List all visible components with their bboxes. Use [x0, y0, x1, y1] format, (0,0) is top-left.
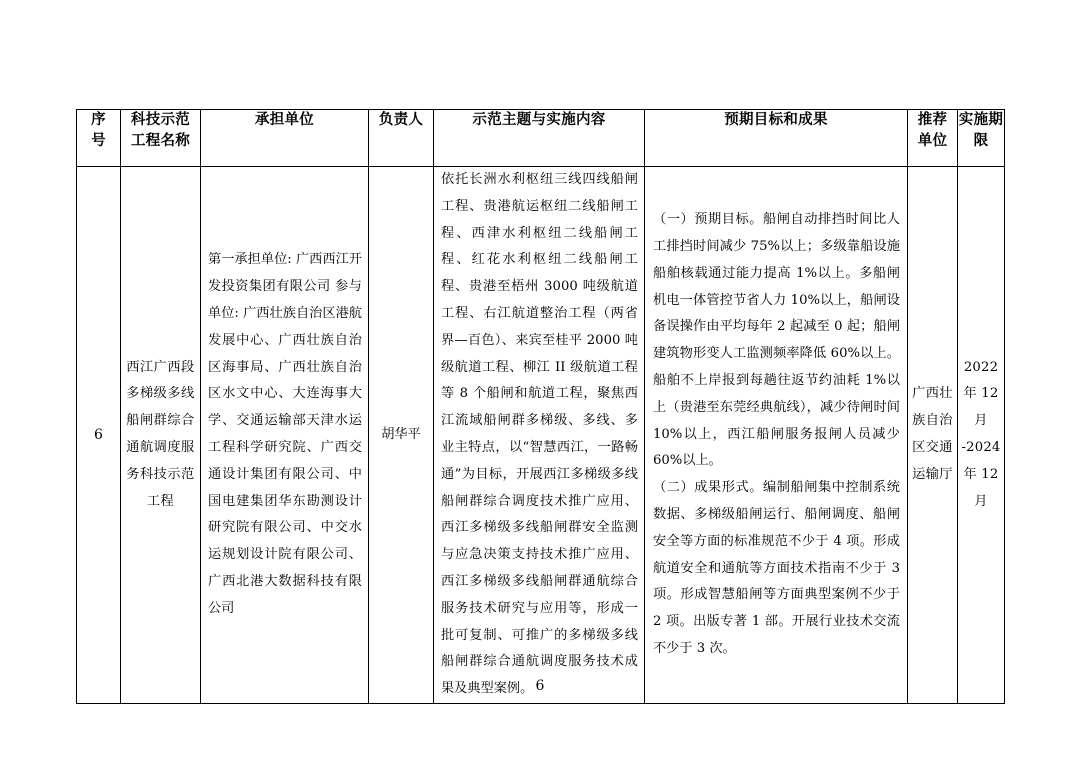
expected-goals-paragraph-2: （二）成果形式。编制船闸集中控制系统数据、多梯级船闸运行、船闸调度、船闸安全等方面的标准规范不少于 4 项。形成航道安全和通航等方面技术指南不少于 3 项。形成智慧船闸等方面典型案例不少于 2 项。出版专著 1 部。开展行业技术交流不少于 3 次。 [653, 480, 900, 656]
cell-theme-and-content: 依托长洲水利枢纽三线四线船闸工程、贵港航运枢纽二线船闸工程、西津水利枢纽二线船闸工程、红花水利枢纽二线船闸工程、贵港至梧州 3000 吨级航道工程、右江航道整治工程（两省界—百色）、来宾至桂平 2000 吨级航道工程、柳江 II 级航道工程等 8 个船闸和航道工程，聚焦西江流域船闸群多梯级、多线、多业主特点，以“智慧西江，一路畅通”为目标，开展西江多梯级多线船闸群综合调度技术推广应用、西江多梯级多线船闸群安全监测与应急决策支持技术推广应用、西江多梯级多线船闸群通航综合服务技术研究与应用等，形成一批可复制、可推广的多梯级多线船闸群综合通航调度服务技术成果及典型案例。 [434, 167, 645, 704]
cell-recommending-unit: 广西壮族自治区交通运输厅 [908, 167, 958, 704]
column-header-theme-and-content [434, 110, 645, 167]
cell-seq: 6 [77, 167, 121, 704]
column-header-person-in-charge-label: 负责人 [378, 112, 424, 128]
column-header-seq [77, 110, 121, 167]
cell-expected-goals [645, 167, 908, 704]
project-table-container [76, 109, 1004, 704]
column-header-seq-line2: 号 [91, 132, 106, 149]
column-header-seq-line1: 序 [91, 112, 106, 128]
table-header-row [77, 110, 1005, 167]
column-header-project-name-line1: 科技示范 [130, 112, 191, 128]
column-header-implementation-period-line2: 限 [973, 132, 989, 149]
cell-project-name: 西江广西段多梯级多线船闸群综合通航调度服务科技示范工程 [121, 167, 201, 704]
column-header-recommending-unit [908, 110, 958, 167]
expected-goals-paragraph-1: （一）预期目标。船闸自动排挡时间比人工排挡时间减少 75%以上；多级靠船设施船舶核载通过能力提高 1%以上。多船闸机电一体管控节省人力 10%以上，船闸设备误操作由平均每年 2 起减至 0 起；船闸建筑物形变人工监测频率降低 60%以上。船舶不上岸报到每趟往返节约油耗 1%以上（贵港至东莞经典航线），减少待闸时间 10%以上，西江船闸服务报闸人员减少 60%以上。 [653, 212, 900, 469]
column-header-implementation-period [958, 110, 1005, 167]
table-row [77, 167, 1005, 704]
project-table [76, 109, 1005, 704]
column-header-theme-and-content-label: 示范主题与实施内容 [472, 112, 606, 128]
page-number: 6 [535, 678, 545, 694]
cell-person-in-charge: 胡华平 [369, 167, 434, 704]
column-header-recommending-unit-line2: 单位 [917, 132, 948, 149]
column-header-undertaking-unit-label: 承担单位 [254, 112, 315, 128]
cell-implementation-period: 2022 年 12 月 -2024 年 12 月 [958, 167, 1005, 704]
column-header-project-name-line2: 工程名称 [130, 132, 191, 149]
column-header-undertaking-unit [201, 110, 369, 167]
column-header-implementation-period-line1: 实施期 [958, 112, 1004, 128]
table-header [77, 110, 1005, 167]
column-header-project-name [121, 110, 201, 167]
column-header-expected-goals-label: 预期目标和成果 [724, 112, 828, 128]
column-header-expected-goals [645, 110, 908, 167]
column-header-person-in-charge [369, 110, 434, 167]
table-body [77, 167, 1005, 704]
cell-undertaking-unit: 第一承担单位: 广西西江开发投资集团有限公司 参与单位: 广西壮族自治区港航发展中心、广西壮族自治区海事局、广西壮族自治区水文中心、大连海事大学、交通运输部天津水运工程科学研究院、广西交通设计集团有限公司、中国电建集团华东勘测设计研究院有限公司、中交水运规划设计院有限公司、广西北港大数据科技有限公司 [201, 167, 369, 704]
column-header-recommending-unit-line1: 推荐 [917, 112, 948, 128]
